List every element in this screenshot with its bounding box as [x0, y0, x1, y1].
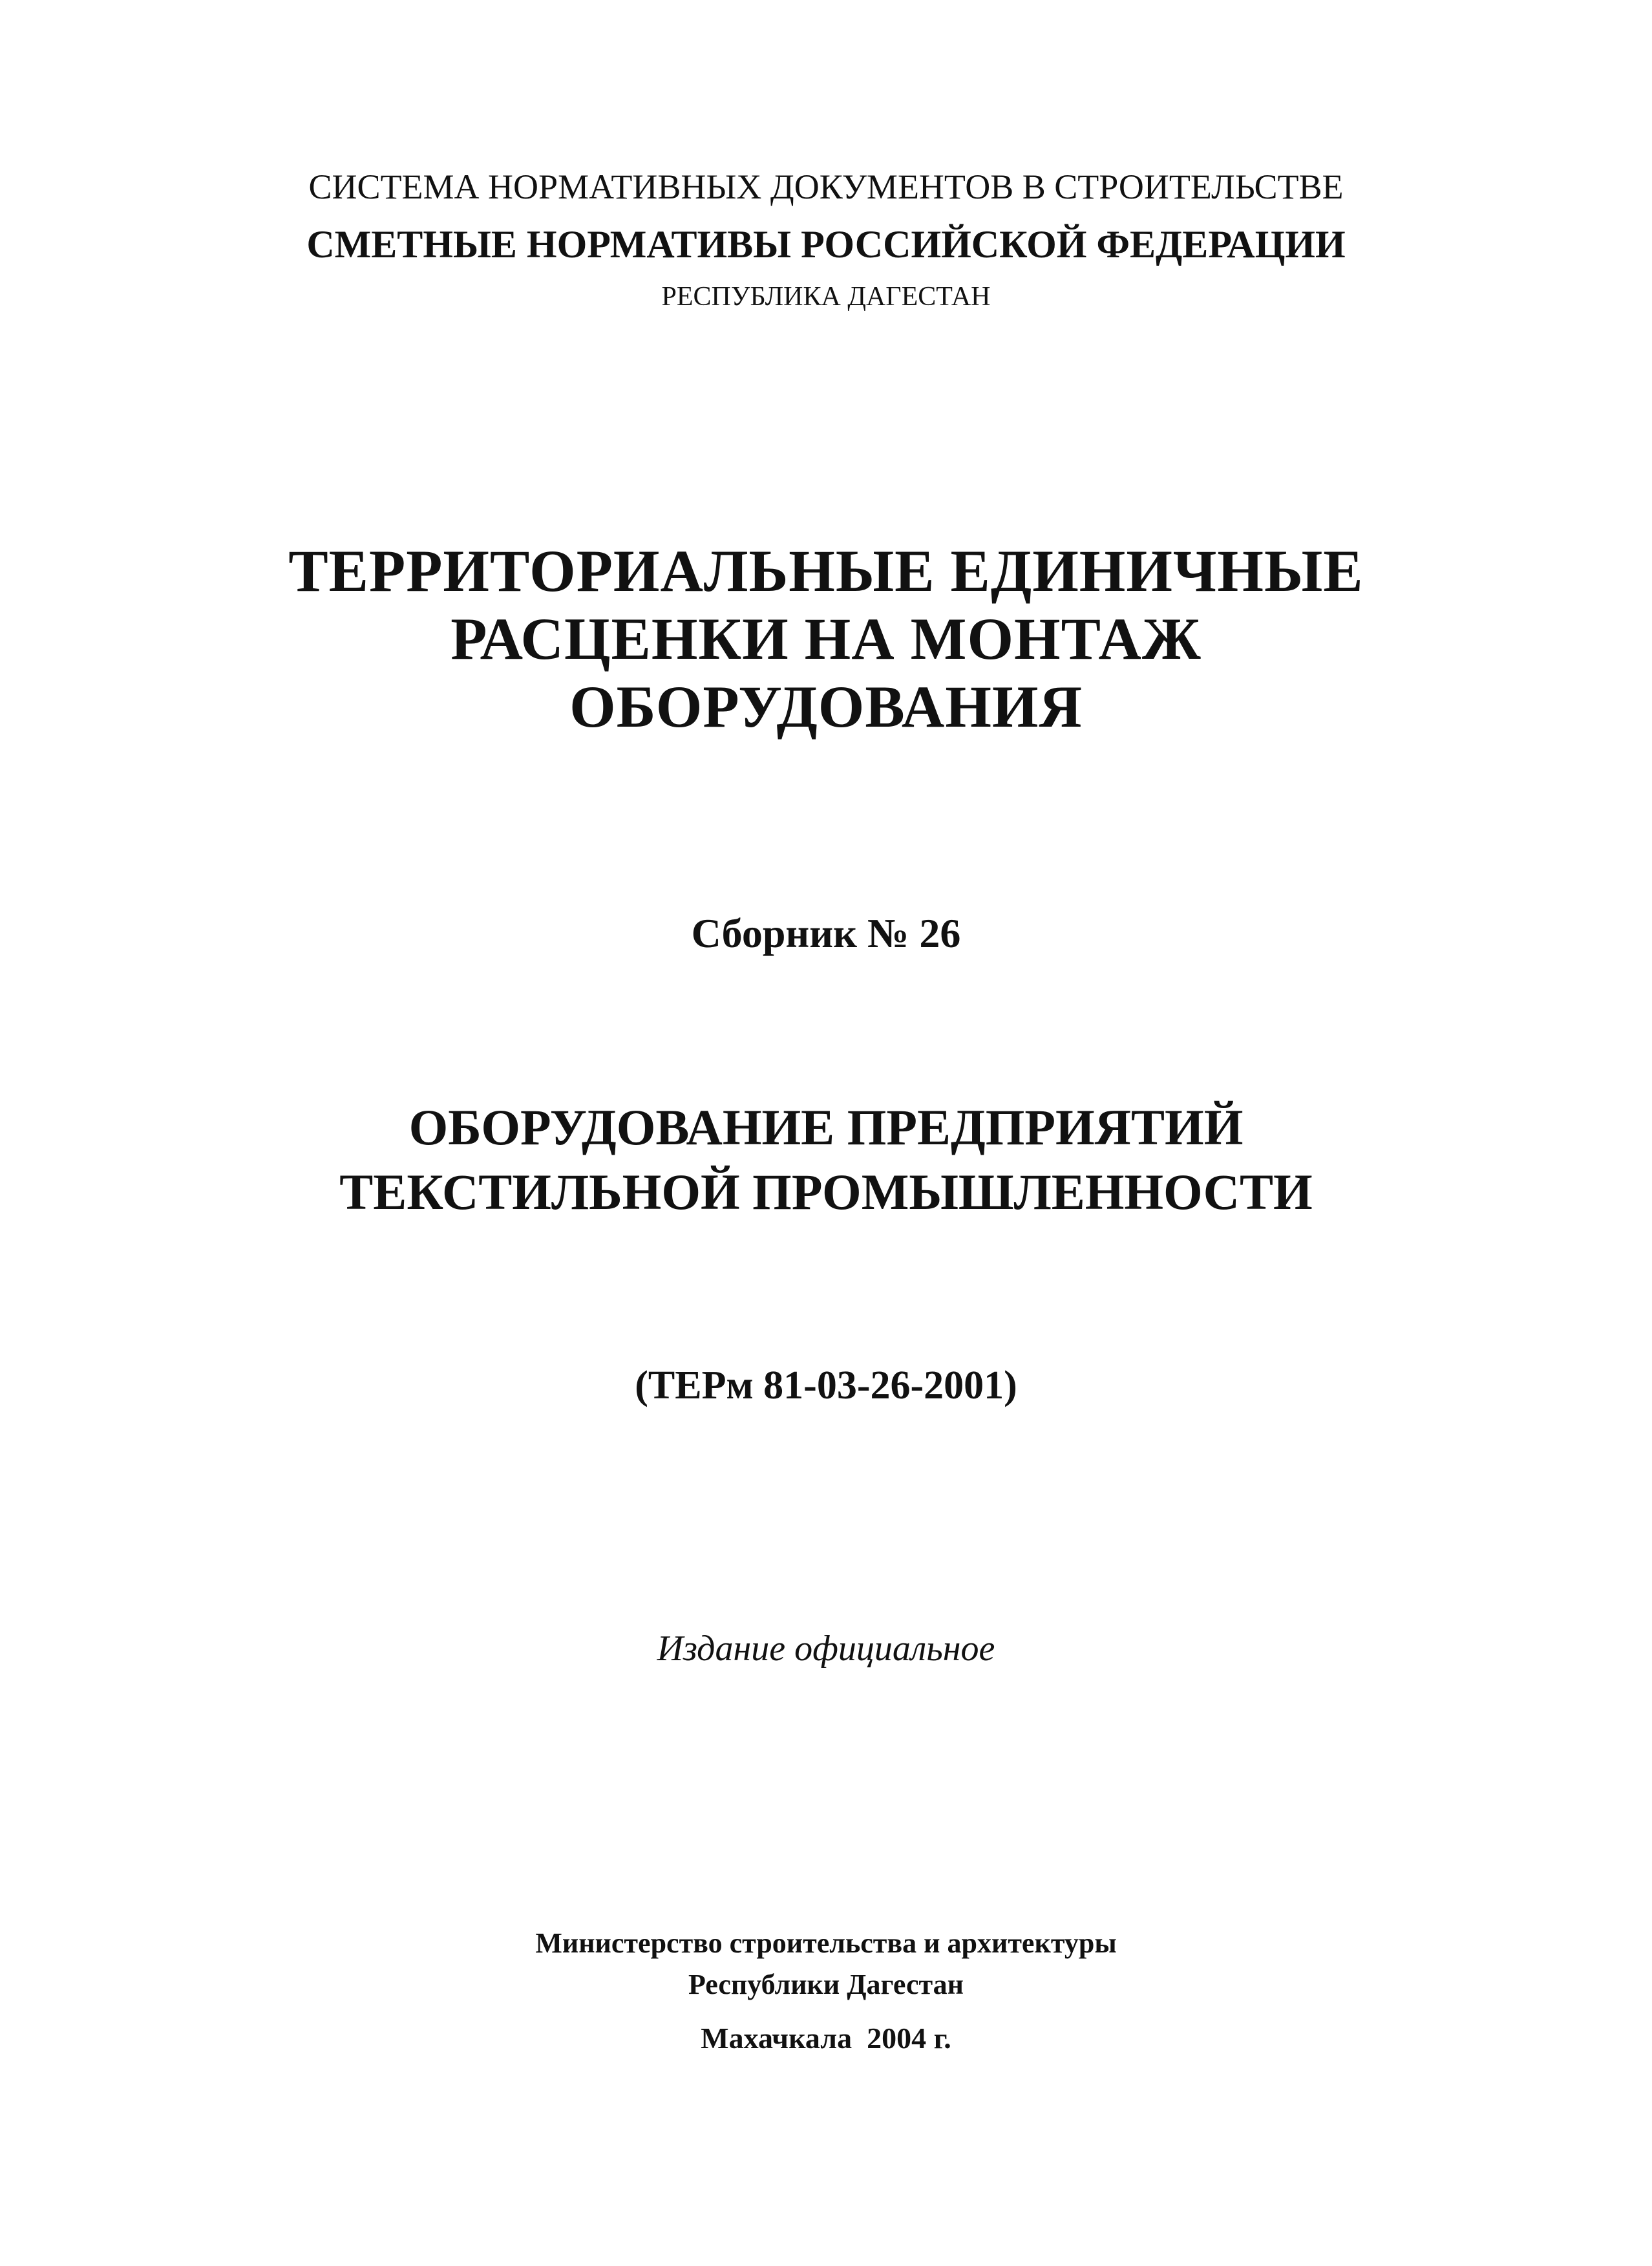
publisher-line: Республики Дагестан [688, 1969, 964, 2000]
document-title-line: ТЕРРИТОРИАЛЬНЫЕ ЕДИНИЧНЫЕ [288, 538, 1364, 604]
collection-subject-line: ТЕКСТИЛЬНОЙ ПРОМЫШЛЕННОСТИ [339, 1164, 1313, 1220]
document-code: (ТЕРм 81-03-26-2001) [635, 1363, 1017, 1407]
header-region-line: РЕСПУБЛИКА ДАГЕСТАН [661, 282, 991, 312]
publisher-line: Министерство строительства и архитектуры [535, 1927, 1117, 1959]
header-norms-line: СМЕТНЫЕ НОРМАТИВЫ РОССИЙСКОЙ ФЕДЕРАЦИИ [306, 223, 1346, 266]
collection-subject-line: ОБОРУДОВАНИЕ ПРЕДПРИЯТИЙ [408, 1099, 1244, 1155]
edition-note: Издание официальное [657, 1629, 995, 1669]
collection-number: Сборник № 26 [691, 910, 961, 956]
place-and-year: Махачкала 2004 г. [701, 2022, 951, 2055]
document-title-line: ОБОРУДОВАНИЯ [569, 674, 1083, 740]
header-system-line: СИСТЕМА НОРМАТИВНЫХ ДОКУМЕНТОВ В СТРОИТЕЛЬСТВЕ [308, 167, 1344, 206]
document-title-line: РАСЦЕНКИ НА МОНТАЖ [450, 606, 1202, 672]
